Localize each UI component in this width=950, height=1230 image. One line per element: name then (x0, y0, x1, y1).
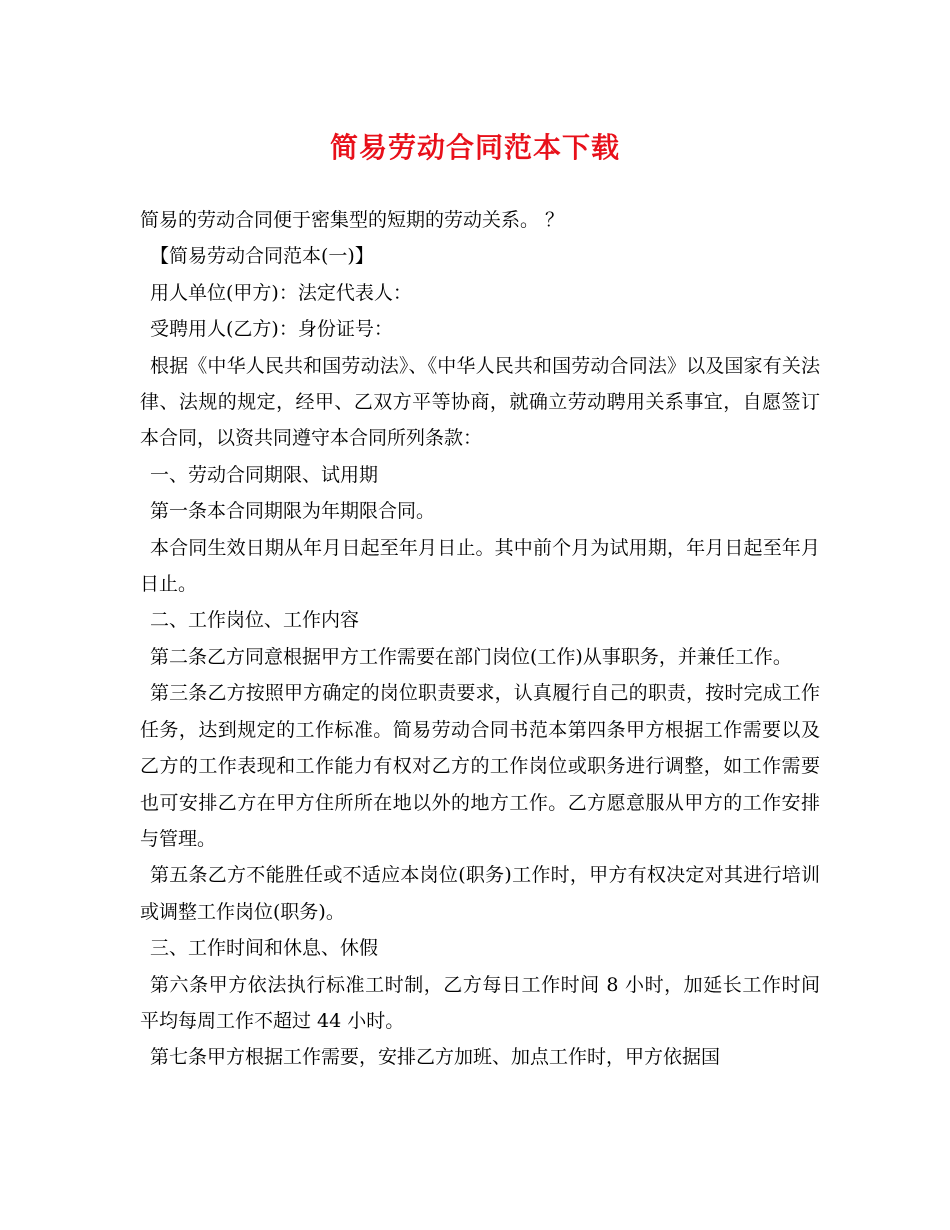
document-body (140, 202, 820, 1076)
section-heading-position: 二、工作岗位、工作内容 (150, 609, 360, 632)
paragraph-legal-basis: 根据《中华人民共和国劳动法》、《中华人民共和国劳动合同法》以及国家有关法律、法规的规定，经甲、乙双方平等协商，就确立劳动聘用关系事宜，自愿签订本合同，以资共同遵守本合同所列条款： (140, 354, 820, 450)
section-heading-term: 一、劳动合同期限、试用期 (150, 463, 379, 486)
section-heading-hours: 三、工作时间和休息、休假 (150, 937, 379, 960)
paragraph-article-5: 第五条乙方不能胜任或不适应本岗位(职务)工作时，甲方有权决定对其进行培训或调整工作岗位(职务)。 (140, 864, 820, 923)
paragraph-article-6: 第六条甲方依法执行标准工时制，乙方每日工作时间 8 小时，加延长工作时间平均每周工作不超过 44 小时。 (140, 973, 820, 1032)
paragraph-employer: 用人单位(甲方)：法定代表人： (150, 281, 412, 304)
paragraph-employee: 受聘用人(乙方)：身份证号： (150, 318, 393, 341)
paragraph-article-7: 第七条甲方根据工作需要，安排乙方加班、加点工作时，甲方依据国 (150, 1046, 721, 1069)
paragraph-article-3-4: 第三条乙方按照甲方确定的岗位职责要求，认真履行自己的职责，按时完成工作任务，达到规定的工作标准。简易劳动合同书范本第四条甲方根据工作需要以及乙方的工作表现和工作能力有权对乙方的工作岗位或职务进行调整，如工作需要也可安排乙方在甲方住所所在地以外的地方工作。乙方愿意服从甲方的工作安排与管理。 (140, 682, 820, 850)
paragraph-article-1: 第一条本合同期限为年期限合同。 (150, 500, 436, 523)
paragraph-effective-date: 本合同生效日期从年月日起至年月日止。其中前个月为试用期，年月日起至年月日止。 (140, 536, 820, 596)
paragraph-intro: 简易的劳动合同便于密集型的短期的劳动关系。 ？ (140, 209, 565, 231)
document-title: 简易劳动合同范本下载 (329, 131, 620, 164)
paragraph-sample-heading: 【简易劳动合同范本(一)】 (150, 245, 374, 268)
paragraph-article-2: 第二条乙方同意根据甲方工作需要在部门岗位(工作)从事职务，并兼任工作。 (150, 645, 792, 668)
